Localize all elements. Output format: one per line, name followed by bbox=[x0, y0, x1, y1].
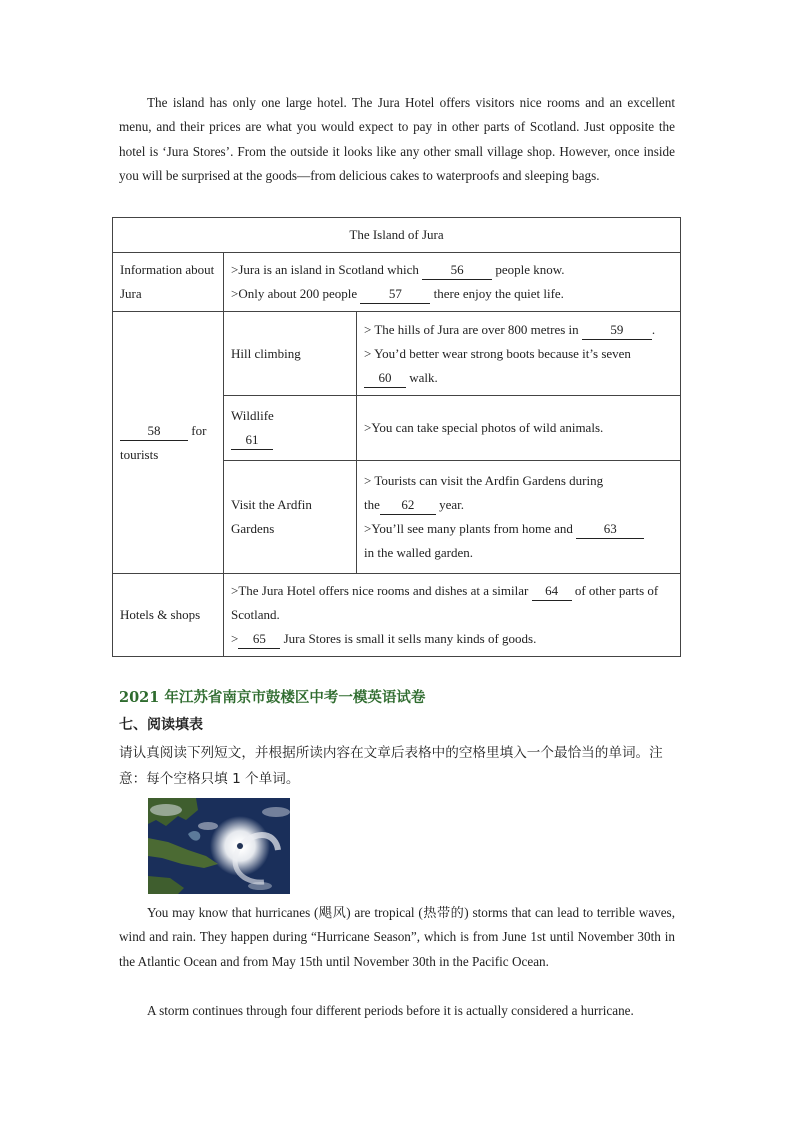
section-heading: 2021 年江苏省南京市鼓楼区中考一模英语试卷 bbox=[119, 689, 426, 706]
label-ardfin-gardens: Visit the Ardfin Gardens bbox=[224, 461, 357, 574]
passage-paragraph-hurricanes: You may know that hurricanes (飓风) are tropical (热带的) storms that can lead to terrible waves, wind and rain. They happen during “Hurricane Season”, which is from June 1st until November 30th in the Atlantic Ocean and from May 15th until November 30th in the Pacific Ocean. bbox=[119, 905, 675, 969]
label-wildlife: Wildlife 61 bbox=[224, 396, 357, 461]
row-label-information: Information about Jura bbox=[113, 253, 224, 312]
row-label-for-tourists: 58 for tourists bbox=[113, 312, 224, 574]
cell-wildlife: >You can take special photos of wild animals. bbox=[357, 396, 681, 461]
row-label-hotels-shops: Hotels & shops bbox=[113, 574, 224, 657]
passage-paragraph-storm-periods: A storm continues through four different periods before it is actually considered a hurricane. bbox=[147, 1003, 634, 1018]
label-hill-climbing: Hill climbing bbox=[224, 312, 357, 396]
cell-hotels-shops: >The Jura Hotel offers nice rooms and dishes at a similar 64 of other parts of Scotland. > 65 Jura Stores is small it sells many kinds of goods. bbox=[224, 574, 681, 657]
cell-information: >Jura is an island in Scotland which 56 people know. >Only about 200 people 57 there enjoy the quiet life. bbox=[224, 253, 681, 312]
blank-65[interactable]: 65 bbox=[238, 630, 280, 649]
blank-58[interactable]: 58 bbox=[120, 422, 188, 441]
table-title: The Island of Jura bbox=[113, 218, 681, 253]
hurricane-satellite-image bbox=[148, 798, 290, 894]
blank-57[interactable]: 57 bbox=[360, 285, 430, 304]
cell-hill-climbing: > The hills of Jura are over 800 metres in 59 . > You’d better wear strong boots because it’s seven 60 walk. bbox=[357, 312, 681, 396]
section-instructions: 请认真阅读下列短文，并根据所读内容在文章后表格中的空格里填入一个最恰当的单词。注意：每个空格只填 1 个单词。 bbox=[119, 745, 663, 787]
blank-63[interactable]: 63 bbox=[576, 520, 644, 539]
blank-60[interactable]: 60 bbox=[364, 369, 406, 388]
blank-61[interactable]: 61 bbox=[231, 431, 273, 450]
blank-62[interactable]: 62 bbox=[380, 496, 436, 515]
jura-table bbox=[112, 217, 681, 657]
blank-59[interactable]: 59 bbox=[582, 321, 652, 340]
blank-64[interactable]: 64 bbox=[532, 582, 572, 601]
cell-ardfin-gardens: > Tourists can visit the Ardfin Gardens during the 62 year. >You’ll see many plants from home and 63 in the walled garden. bbox=[357, 461, 681, 574]
section-subheading: 七、阅读填表 bbox=[119, 717, 203, 733]
blank-56[interactable]: 56 bbox=[422, 261, 492, 280]
passage-paragraph-jura-hotel: The island has only one large hotel. The Jura Hotel offers visitors nice rooms and an excellent menu, and their prices are what you would expect to pay in other parts of Scotland. Just opposite the hotel is ‘Jura Stores’. From the outside it looks like any other small village shop. However, once inside you will be surprised at the goods—from delicious cakes to waterproofs and sleeping bags. bbox=[119, 95, 675, 183]
